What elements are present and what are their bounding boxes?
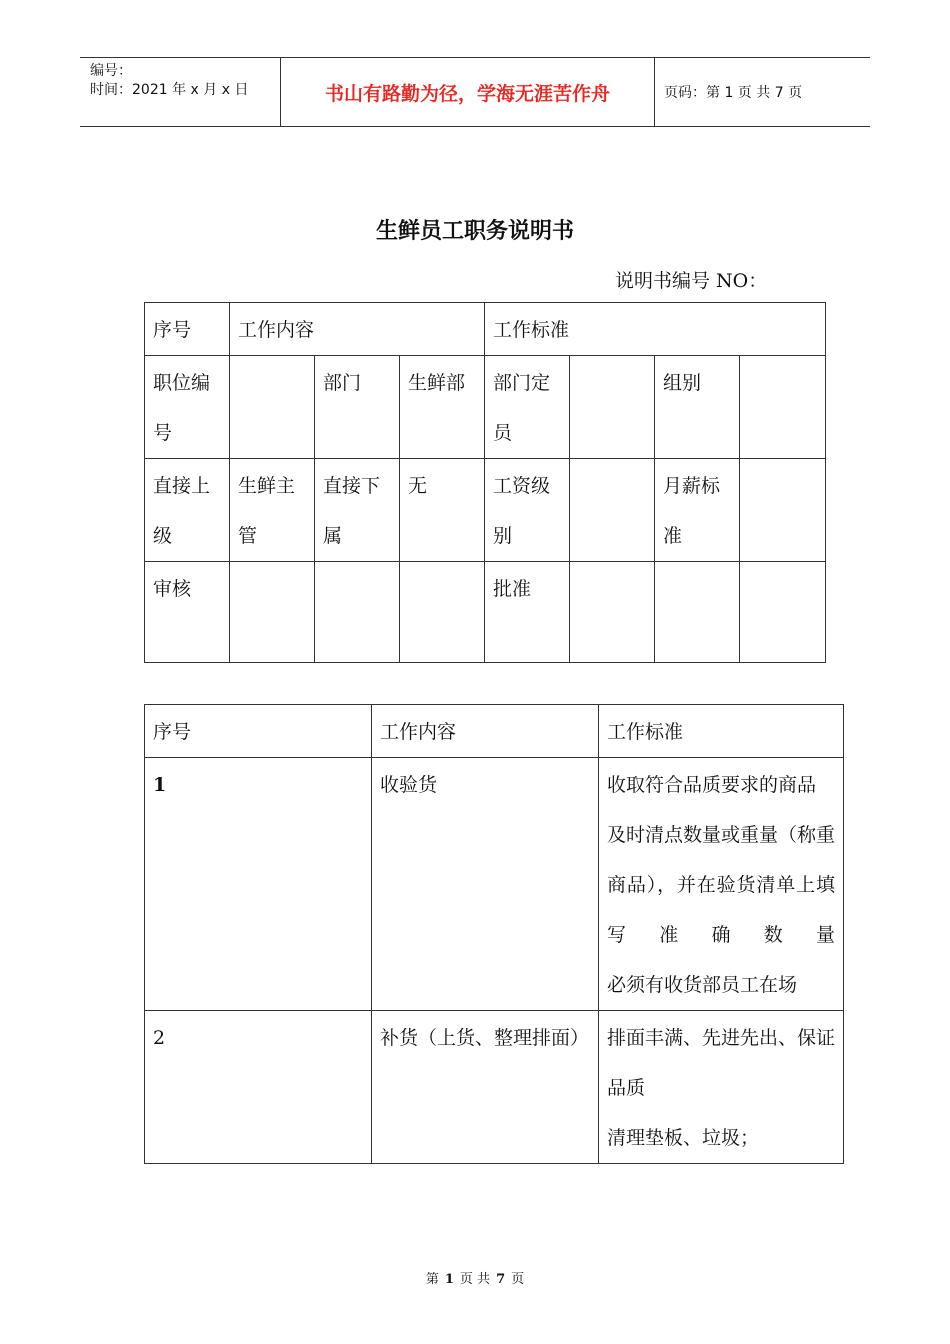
standard-line: 排面丰满、先进先出、保证品质 [607, 1027, 836, 1099]
row-standard [599, 758, 844, 1011]
table-header-row [145, 705, 844, 758]
table-row [145, 356, 826, 459]
salary-grade-label: 工资级别 [485, 459, 570, 562]
header-meta [80, 58, 281, 126]
standard-header: 工作标准 [599, 705, 844, 758]
position-number-label: 职位编号 [145, 356, 230, 459]
table-row [145, 459, 826, 562]
row-content: 收验货 [372, 758, 599, 1011]
review-value-3 [400, 562, 485, 663]
row-seq: 1 [145, 758, 372, 1011]
approve-label: 批准 [485, 562, 570, 663]
standard-line: 必须有收货部员工在场 [607, 974, 798, 996]
doc-number-label: 说明书编号 NO： [615, 270, 768, 292]
monthly-salary-label: 月薪标准 [655, 459, 740, 562]
subordinate-label: 直接下属 [315, 459, 400, 562]
row-standard [599, 1011, 844, 1164]
footer-total: 7 [496, 1272, 506, 1287]
content-header: 工作内容 [372, 705, 599, 758]
review-value-2 [315, 562, 400, 663]
number-label: 编号： [90, 63, 132, 79]
group-value [740, 356, 826, 459]
document-title: 生鲜员工职务说明书 [375, 219, 574, 244]
standard-line: 清理垫板、垃圾； [607, 1127, 760, 1149]
row-content: 补货（上货、整理排面） [372, 1011, 599, 1164]
row-seq: 2 [145, 1011, 372, 1164]
seq-header: 序号 [145, 303, 230, 356]
standard-header: 工作标准 [485, 303, 826, 356]
department-quota-label: 部门定员 [485, 356, 570, 459]
department-label: 部门 [315, 356, 400, 459]
position-number-value [230, 356, 315, 459]
review-value-1 [230, 562, 315, 663]
footer-suffix: 页 [511, 1272, 525, 1287]
page-footer [0, 1268, 950, 1287]
footer-page: 1 [444, 1272, 454, 1287]
approve-value-2 [655, 562, 740, 663]
approve-value-3 [740, 562, 826, 663]
review-label: 审核 [145, 562, 230, 663]
department-value: 生鲜部 [400, 356, 485, 459]
standard-line: 及时清点数量或重量（称重商品），并在验货清单上填写准确数量 [607, 824, 836, 946]
seq-header: 序号 [145, 705, 372, 758]
footer-prefix: 第 [425, 1272, 439, 1287]
document-header [80, 57, 870, 127]
subordinate-value: 无 [400, 459, 485, 562]
monthly-salary-value [740, 459, 826, 562]
time-label: 时间：2021 年 x 月 x 日 [90, 82, 249, 98]
salary-grade-value [570, 459, 655, 562]
duties-table [144, 704, 844, 1164]
footer-middle: 页 共 [459, 1272, 491, 1287]
superior-label: 直接上级 [145, 459, 230, 562]
table-row [145, 1011, 844, 1164]
approve-value-1 [570, 562, 655, 663]
content-header: 工作内容 [230, 303, 485, 356]
department-quota-value [570, 356, 655, 459]
table-row [145, 303, 826, 356]
superior-value: 生鲜主管 [230, 459, 315, 562]
table-row [145, 758, 844, 1011]
standard-line: 收取符合品质要求的商品 [607, 774, 817, 796]
header-page-info: 页码：第 1 页 共 7 页 [664, 85, 803, 101]
table-row [145, 562, 826, 663]
header-motto: 书山有路勤为径，学海无涯苦作舟 [281, 58, 655, 126]
group-label: 组别 [655, 356, 740, 459]
position-info-table [144, 302, 826, 663]
